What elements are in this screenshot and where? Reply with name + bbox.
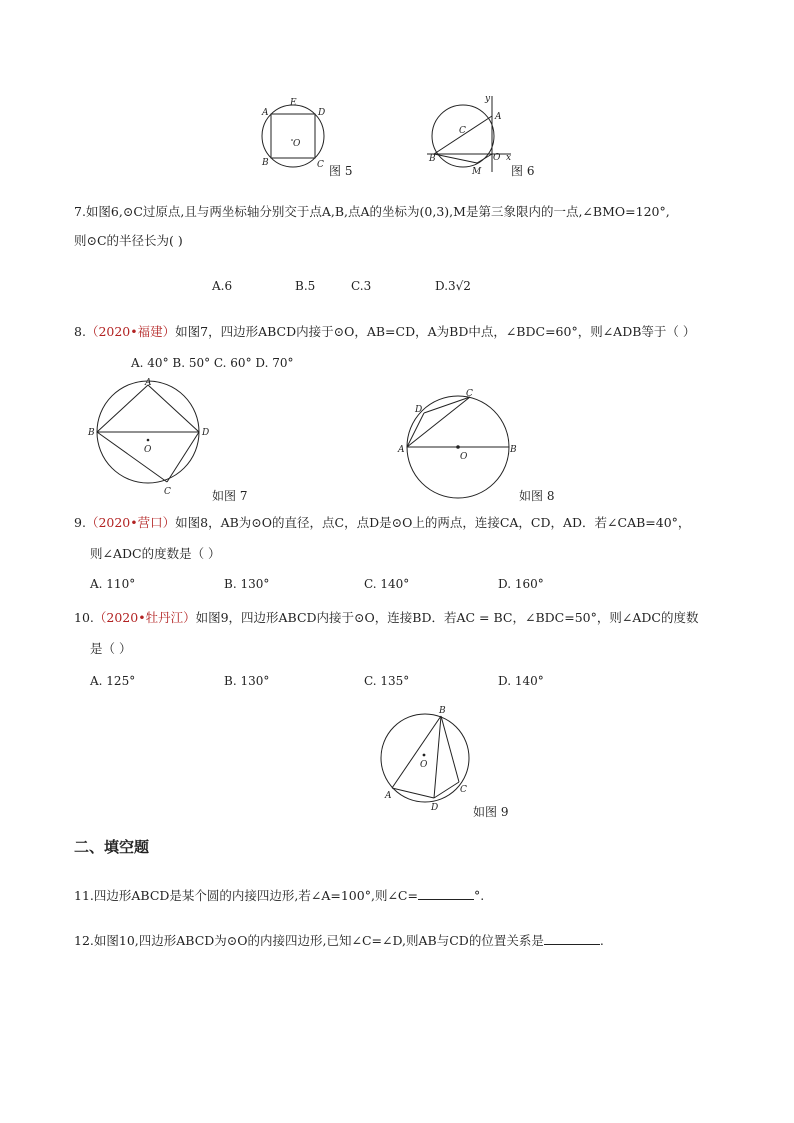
q7-line1: 7.如图6,⊙C过原点,且与两坐标轴分别交于点A,B,点A的坐标为(0,3),M是第三象限内的一点,∠BMO=120°, [74,204,670,219]
fig6-label-y: y [485,94,491,104]
fig5-square [271,114,315,158]
q10-stem [74,609,698,627]
q9-source: （2020•营口） [85,515,176,530]
q11-text-after: °. [473,888,485,903]
fig5-label-D: D [318,108,326,118]
fig9-chord-BA [392,716,441,788]
fig5-label-C: C [317,160,324,170]
fig6-label-O: O [493,153,501,163]
fig5-caption: 图 5 [329,164,353,178]
q7-option-d: D.3√2 [435,279,471,293]
fig6-label-x: x [506,153,512,163]
figure-6 [425,92,520,177]
fig9-label-B: B [439,706,446,716]
figure-9 [375,700,475,818]
q8-options: A. 40° B. 50° C. 60° D. 70° [131,356,294,370]
fig7-chord-DC [167,432,199,482]
fig6-caption: 图 6 [511,164,535,178]
q9-text: 如图8，AB为⊙O的直径，点C，点D是⊙O上的两点，连接CA，CD，AD．若∠CAB=40°， [175,515,691,530]
fig6-label-M: M [472,167,482,177]
fig5-label-A: A [262,108,269,118]
q12-answer-blank[interactable] [544,932,600,945]
q12-text-after: . [599,933,604,948]
fig5-label-E: E [290,98,297,108]
fig6-chord-BM [434,154,477,163]
q10-line2: 是（ ） [90,641,132,656]
q11-text-before: 11.四边形ABCD是某个圆的内接四边形,若∠A=100°,则∠C= [74,888,418,903]
q8-stem [74,323,695,341]
q10-text: 如图9，四边形ABCD内接于⊙O，连接BD．若AC = BC，∠BDC=50°，则∠ADC的度数 [195,610,699,625]
q9-stem [74,514,690,532]
q10-number: 10. [74,610,94,625]
fig8-chord-DC [424,397,470,413]
fig9-label-C: C [460,785,467,795]
q9-option-d: D. 160° [498,577,544,591]
fig7-label-C: C [164,487,171,497]
fig6-label-A: A [495,112,502,122]
q7-option-a: A.6 [212,279,233,293]
fig8-label-D: D [415,405,423,415]
fig7-caption: 如图 7 [212,489,248,503]
fig9-label-A: A [385,791,392,801]
q9-line2: 则∠ADC的度数是（ ） [90,546,221,561]
q8-text: 如图7，四边形ABCD内接于⊙O，AB=CD，A为BD中点，∠BDC=60°，则∠ADB等于（ ） [175,324,696,339]
fig5-label-B: B [262,158,269,168]
q9-option-b: B. 130° [224,577,270,591]
fig6-label-C: C [459,126,466,136]
fig7-chord-BA [97,385,148,432]
fig7-label-A: A [145,378,152,388]
q7-option-c: C.3 [351,279,372,293]
q10-option-b: B. 130° [224,674,270,688]
q10-source: （2020•牡丹江） [93,610,196,625]
q11-stem [74,887,484,905]
fig6-chord-MO [477,154,492,163]
figure-8 [395,386,520,501]
q11-answer-blank[interactable] [418,887,474,900]
fig7-center-dot [147,439,150,442]
fig8-label-A: A [398,445,405,455]
q12-text-before: 12.如图10,四边形ABCD为⊙O的内接四边形,已知∠C=∠D,则AB与CD的位置关系是 [74,933,544,948]
fig8-caption: 如图 8 [519,489,555,503]
fig5-center-dot [291,139,293,141]
fig6-label-B: B [429,154,436,164]
fig8-label-C: C [466,389,473,399]
fig9-label-D: D [431,803,439,813]
fig5-label-O: O [293,139,301,149]
fig9-label-O: O [420,760,428,770]
fig7-label-B: B [88,428,95,438]
fig6-circle [432,105,494,167]
q8-number: 8. [74,324,86,339]
q9-number: 9. [74,515,86,530]
fig8-label-O: O [460,452,468,462]
q8-source: （2020•福建） [85,324,176,339]
figure-7 [88,376,213,501]
section-heading-fill-in: 二、填空题 [74,838,150,856]
q7-option-b: B.5 [295,279,316,293]
fig9-chord-BD [434,716,441,798]
fig9-chord-BC [441,716,459,782]
fig7-chord-BC [97,432,167,482]
q10-option-c: C. 135° [364,674,410,688]
fig8-center-dot [456,445,460,449]
q9-option-c: C. 140° [364,577,410,591]
q10-option-d: D. 140° [498,674,544,688]
q9-option-a: A. 110° [90,577,136,591]
q7-line2: 则⊙C的半径长为( ) [74,233,183,248]
fig8-label-B: B [510,445,517,455]
fig7-label-O: O [144,445,152,455]
fig9-center-dot [423,754,426,757]
fig7-chord-AD [148,385,199,432]
fig9-caption: 如图 9 [473,805,509,819]
fig7-label-D: D [202,428,210,438]
q12-stem [74,932,604,950]
q10-option-a: A. 125° [90,674,136,688]
